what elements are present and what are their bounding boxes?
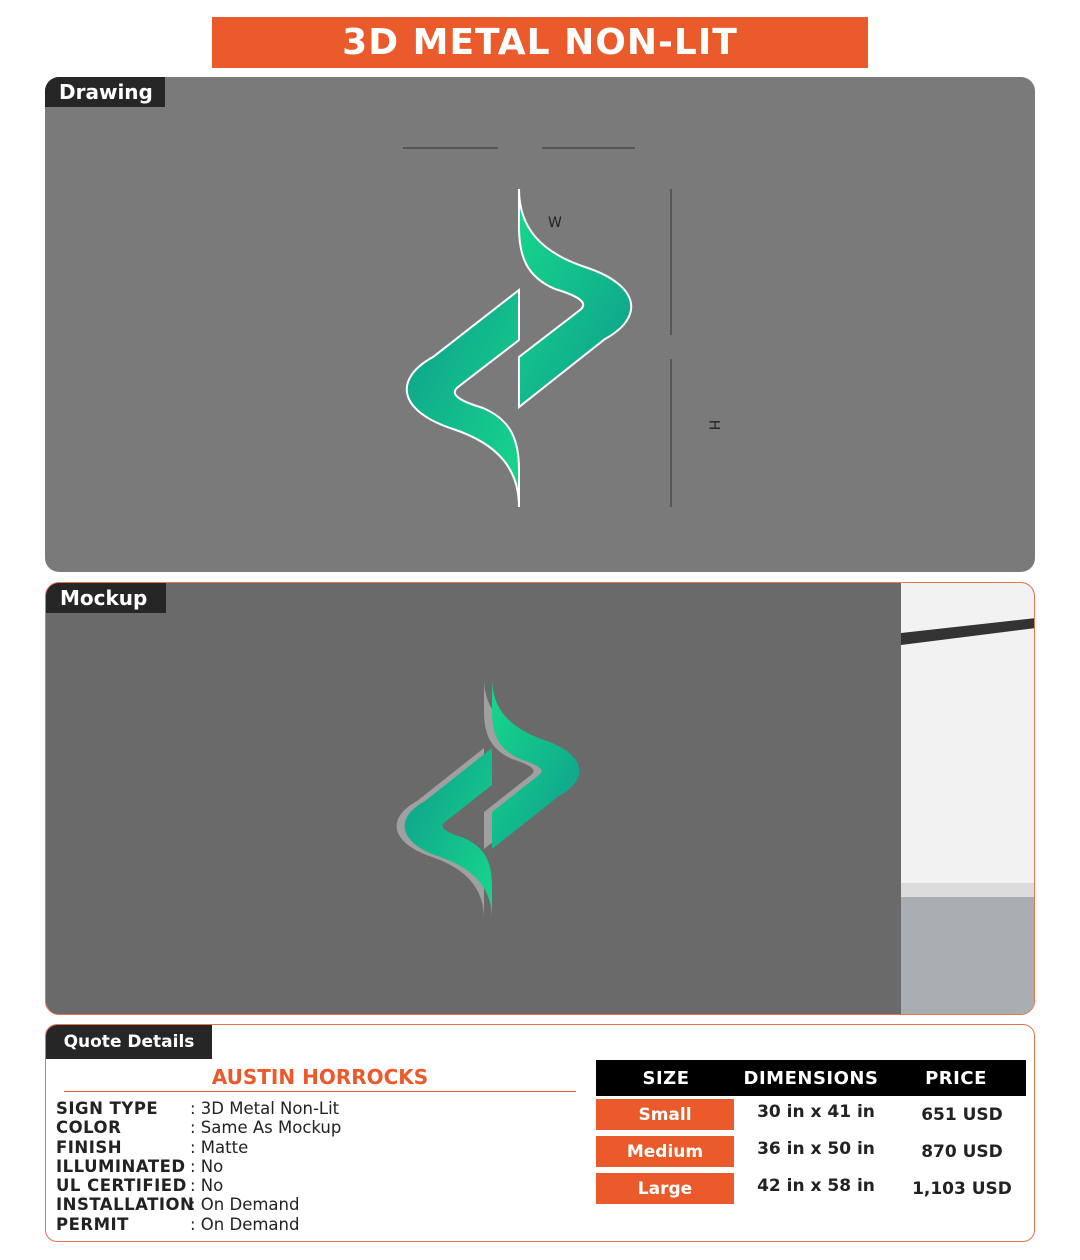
spec-key: SIGN TYPE [56, 1099, 159, 1118]
spec-key: INSTALLATION [56, 1195, 195, 1215]
size-dimensions: 36 in x 50 in [757, 1138, 875, 1159]
size-dimensions: 30 in x 41 in [757, 1101, 875, 1122]
window-backdrop [901, 583, 1035, 1015]
header-size: SIZE [642, 1067, 690, 1089]
table-row [596, 1096, 1026, 1133]
client-name-divider [64, 1091, 576, 1092]
size-large-button[interactable]: Large [596, 1173, 734, 1204]
spec-row [56, 1118, 341, 1137]
size-dimensions: 42 in x 58 in [757, 1175, 875, 1196]
spec-value: : On Demand [190, 1195, 300, 1215]
quote-details-panel [45, 1024, 1035, 1242]
spec-key: UL CERTIFIED [56, 1176, 187, 1196]
spec-key: PERMIT [56, 1214, 129, 1234]
mockup-tab-label: Mockup [46, 583, 166, 613]
size-medium-button[interactable]: Medium [596, 1136, 734, 1167]
size-table-header [596, 1060, 1026, 1096]
mockup-canvas [46, 583, 901, 1015]
spec-value: : On Demand [190, 1214, 300, 1234]
spec-row [56, 1195, 341, 1214]
spec-key: FINISH [56, 1137, 123, 1157]
height-label: H [705, 419, 722, 431]
header-dimensions: DIMENSIONS [743, 1067, 879, 1089]
drawing-canvas [45, 77, 1035, 572]
header-price: PRICE [925, 1067, 987, 1089]
spec-row [56, 1215, 341, 1234]
spec-value: : 3D Metal Non-Lit [190, 1099, 340, 1118]
spec-key: ILLUMINATED [56, 1156, 186, 1176]
spec-value: : No [190, 1156, 224, 1176]
size-price-table [596, 1060, 1026, 1207]
spec-row [56, 1157, 341, 1176]
drawing-panel [45, 77, 1035, 572]
spec-row [56, 1138, 341, 1157]
spec-row [56, 1176, 341, 1195]
spec-key: COLOR [56, 1118, 122, 1138]
spec-list [56, 1099, 341, 1234]
mockup-panel [45, 582, 1035, 1015]
drawing-tab-label: Drawing [45, 77, 165, 107]
spec-value: : No [190, 1176, 224, 1196]
spec-value: : Same As Mockup [190, 1118, 342, 1138]
table-row [596, 1170, 1026, 1207]
size-price: 651 USD [921, 1104, 1003, 1125]
width-label: W [548, 215, 562, 231]
size-price: 1,103 USD [912, 1178, 1012, 1199]
size-small-button[interactable]: Small [596, 1099, 734, 1130]
spec-value: : Matte [190, 1137, 249, 1157]
client-name: AUSTIN HORROCKS [211, 1065, 429, 1089]
spec-row [56, 1099, 341, 1118]
size-price: 870 USD [921, 1141, 1003, 1162]
page-title: 3D METAL NON-LIT [212, 17, 868, 68]
table-row [596, 1133, 1026, 1170]
logo-mark [407, 189, 631, 507]
quote-details-tab: Quote Details [46, 1025, 212, 1059]
